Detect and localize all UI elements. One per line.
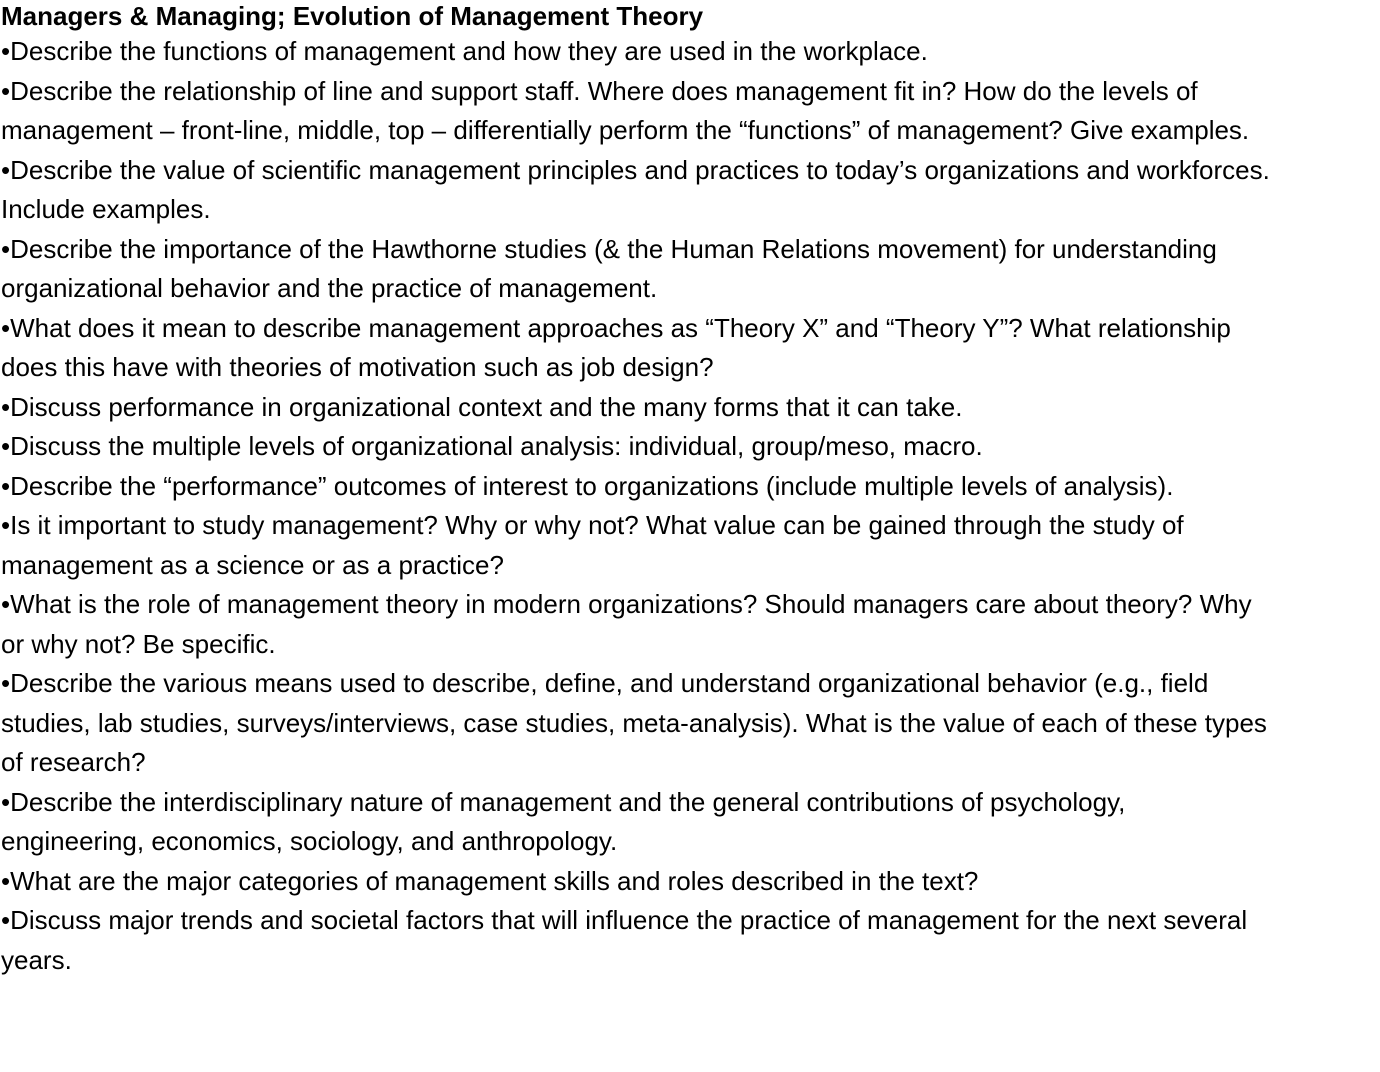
list-item-text: Is it important to study management? Why or why not? What value can be gained through the study of management as a science or as a practice?	[1, 510, 1184, 580]
document-title: Managers & Managing; Evolution of Management Theory	[1, 1, 704, 31]
bullet-icon: •	[1, 312, 11, 343]
list-item-text: What does it mean to describe management approaches as “Theory X” and “Theory Y”? What relationship does this have with theories of motivation such as job design?	[1, 312, 1231, 382]
list-item	[1, 783, 1270, 862]
list-item-text: Describe the various means used to describe, define, and understand organizational behavior (e.g., field studies, lab studies, surveys/interviews, case studies, meta-analysis). What is the value of each of these types of research?	[1, 668, 1267, 777]
question-list	[1, 32, 1270, 980]
bullet-icon: •	[1, 786, 11, 817]
list-item	[1, 309, 1270, 388]
list-item	[1, 467, 1270, 507]
bullet-icon: •	[1, 510, 11, 540]
list-item	[1, 901, 1270, 980]
list-item	[1, 388, 1270, 428]
list-item-text: What is the role of management theory in modern organizations? Should managers care about theory? Why or why not? Be specific.	[1, 589, 1252, 659]
list-item-text: Describe the functions of management and how they are used in the workplace.	[10, 36, 928, 66]
bullet-icon: •	[1, 668, 11, 698]
list-item	[1, 427, 1270, 467]
list-item	[1, 664, 1270, 783]
list-item-text: Describe the value of scientific management principles and practices to today’s organizations and workforces. Include examples.	[1, 154, 1270, 224]
list-item	[1, 506, 1270, 585]
list-item-text: Discuss major trends and societal factors that will influence the practice of management for the next several years.	[1, 905, 1248, 975]
bullet-icon: •	[1, 75, 11, 106]
list-item-text: Describe the relationship of line and support staff. Where does management fit in? How do the levels of management – front-line, middle, top – differentially perform the “functions” of management? Give examples.	[1, 75, 1250, 145]
list-item	[1, 32, 1270, 72]
bullet-icon: •	[1, 391, 11, 422]
bullet-icon: •	[1, 431, 11, 461]
bullet-icon: •	[1, 36, 11, 66]
list-item	[1, 862, 1270, 902]
list-item-text: Describe the “performance” outcomes of interest to organizations (include multiple levels of analysis).	[10, 470, 1174, 501]
bullet-icon: •	[1, 589, 11, 619]
list-item	[1, 151, 1270, 230]
list-item-text: Describe the importance of the Hawthorne studies (& the Human Relations movement) for understanding organizational behavior and the practice of management.	[1, 233, 1217, 303]
list-item-text: Discuss performance in organizational context and the many forms that it can take.	[10, 391, 963, 422]
list-item	[1, 585, 1270, 664]
bullet-icon: •	[1, 905, 11, 935]
bullet-icon: •	[1, 865, 11, 896]
list-item	[1, 72, 1270, 151]
list-item-text: Describe the interdisciplinary nature of management and the general contributions of psychology, engineering, economics, sociology, and anthropology.	[1, 786, 1126, 856]
bullet-icon: •	[1, 233, 11, 264]
list-item	[1, 230, 1270, 309]
list-item-text: Discuss the multiple levels of organizational analysis: individual, group/meso, macro.	[10, 431, 983, 461]
bullet-icon: •	[1, 470, 11, 501]
bullet-icon: •	[1, 154, 11, 185]
list-item-text: What are the major categories of management skills and roles described in the text?	[10, 865, 979, 896]
